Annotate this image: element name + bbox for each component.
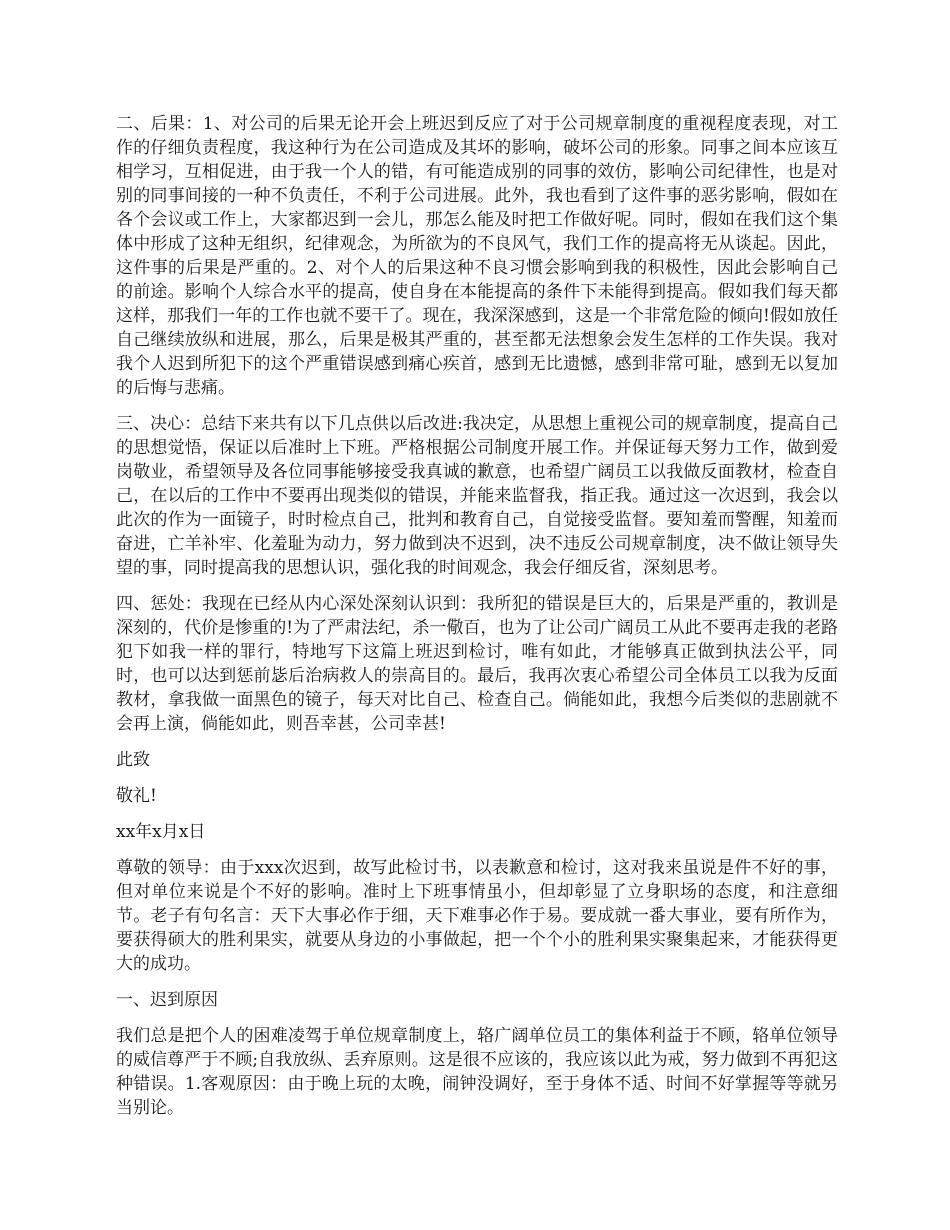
paragraph-letter-opening: 尊敬的领导：由于xxx次迟到，故写此检讨书，以表歉意和检讨，这对我来虽说是件不好的事，但对单位来说是个不好的影响。准时上下班事情虽小，但却彰显了立身职场的态度，和注意细节。老子有句名言：天下大事必作于细，天下难事必作于易。要成就一番大事业，要有所作为，要获得硕大的胜利果实，就要从身边的小事做起，把一个个小的胜利果实聚集起来，才能获得更大的成功。 <box>116 858 838 974</box>
closing-salutation: 此致 <box>116 750 150 770</box>
paragraph-reasons: 我们总是把个人的困难凌驾于单位规章制度上，辂广阔单位员工的集体利益于不顾，辂单位领导的威信尊严于不顾;自我放纵、丢弃原则。这是很不应该的，我应该以此为戒，努力做到不再犯这种错误。1.客观原因：由于晚上玩的太晚，闹钟没调好，至于身体不适、时间不好掌握等等就另当别论。 <box>116 1026 838 1118</box>
section-heading-reasons: 一、迟到原因 <box>116 990 218 1010</box>
paragraph-resolution: 三、决心：总结下来共有以下几点供以后改进:我决定，从思想上重视公司的规章制度，提高自己的思想觉悟，保证以后准时上下班。严格根据公司制度开展工作。并保证每天努力工作，做到爱岗敬业，希望领导及各位同事能够接受我真诚的歉意，也希望广阔员工以我做反面教材，检查自己，在以后的工作中不要再出现类似的错误，并能来监督我，指正我。通过这一次迟到，我会以此次的作为一面镜子，时时检点自己，批判和教育自己，自觉接受监督。要知羞而警醒，知羞而奋进，亡羊补牢、化羞耻为动力，努力做到决不迟到，决不违反公司规章制度，决不做让领导失望的事，同时提高我的思想认识，强化我的时间观念，我会仔细反省，深刻思考。 <box>116 414 838 578</box>
paragraph-punishment: 四、惩处：我现在已经从内心深处深刻认识到：我所犯的错误是巨大的，后果是严重的，教训是深刻的，代价是惨重的!为了严肃法纪，杀一儆百，也为了让公司广阔员工从此不要再走我的老路犯下如我一样的罪行，特地写下这篇上班迟到检讨，唯有如此，才能够真正做到执法公平，同时，也可以达到惩前毖后治病救人的崇高目的。最后，我再次衷心希望公司全体员工以我为反面教材，拿我做一面黑色的镜子，每天对比自己、检查自己。倘能如此，我想今后类似的悲剧就不会再上演，倘能如此，则吾幸甚，公司幸甚! <box>116 594 838 734</box>
closing-regards: 敬礼! <box>116 786 157 806</box>
document-date: xx年x月x日 <box>116 822 206 842</box>
paragraph-consequences: 二、后果：1、对公司的后果无论开会上班迟到反应了对于公司规章制度的重视程度表现，对工作的仔细负责程度，我这种行为在公司造成及其坏的影响，破坏公司的形象。同事之间本应该互相学习，互相促进，由于我一个人的错，有可能造成别的同事的效仿，影响公司纪律性，也是对别的同事间接的一种不负责任，不利于公司进展。此外，我也看到了这件事的恶劣影响，假如在各个会议或工作上，大家都迟到一会儿，那怎么能及时把工作做好呢。同时，假如在我们这个集体中形成了这种无组织，纪律观念，为所欲为的不良风气，我们工作的提高将无从谈起。因此，这件事的后果是严重的。2、对个人的后果这种不良习惯会影响到我的积极性，因此会影响自己的前途。影响个人综合水平的提高，使自身在本能提高的条件下未能得到提高。假如我们每天都这样，那我们一年的工作也就不要干了。现在，我深深感到，这是一个非常危险的倾向!假如放任自己继续放纵和进展，那么，后果是极其严重的，甚至都无法想象会发生怎样的工作失误。我对我个人迟到所犯下的这个严重错误感到痛心疾首，感到无比遗憾，感到非常可耻，感到无以复加的后悔与悲痛。 <box>116 114 838 398</box>
document-page <box>116 112 838 1132</box>
